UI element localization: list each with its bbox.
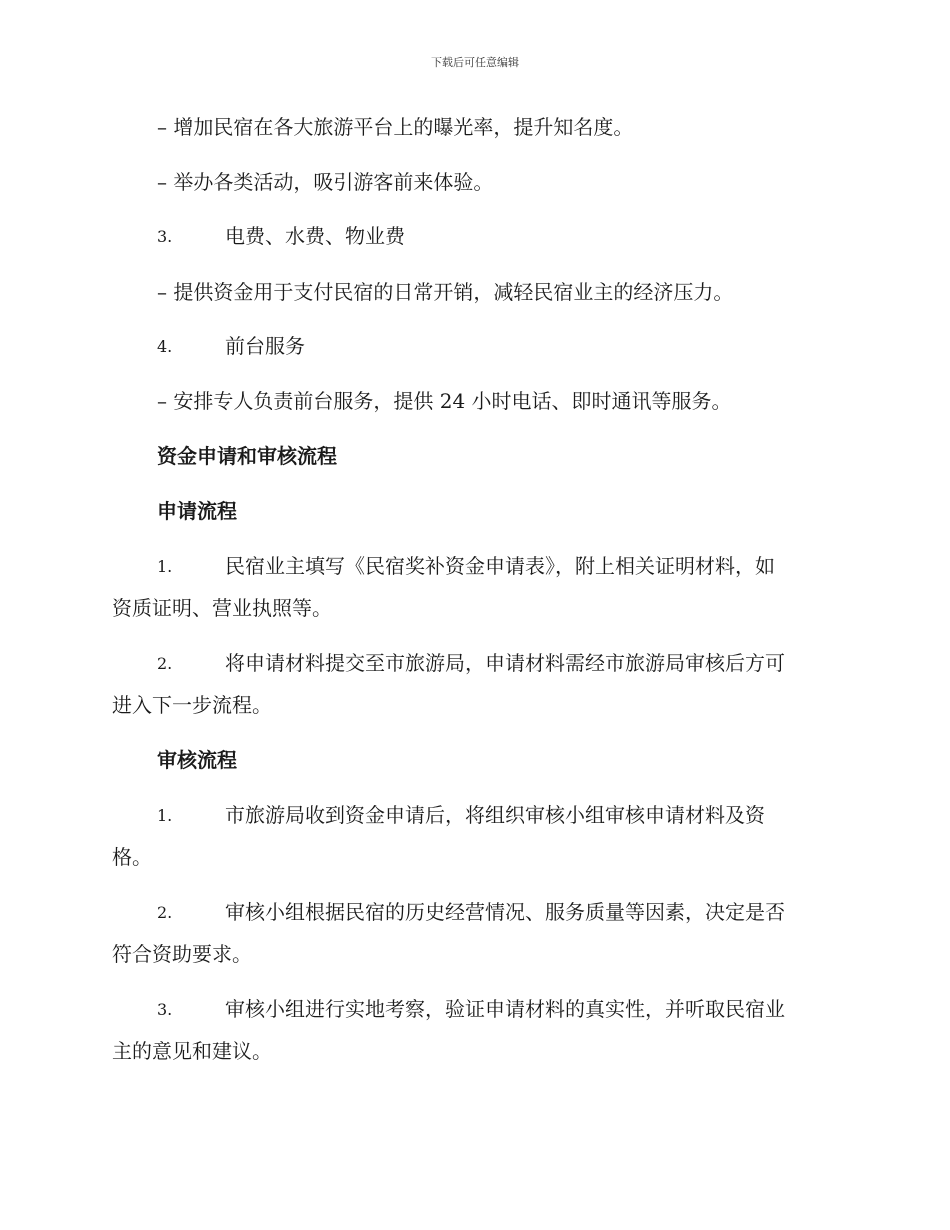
review-step-3-line2: 主的意见和建议。 [112,1039,272,1063]
subheading-apply-process: 申请流程 [157,499,237,523]
item-4-number: 4. [157,337,173,356]
bullet-exposure: – 增加民宿在各大旅游平台上的曝光率，提升知名度。 [157,115,634,139]
review-step-1-number: 1. [157,806,173,825]
subheading-review-process: 审核流程 [157,748,237,772]
section-heading-funding-process: 资金申请和审核流程 [157,444,337,468]
apply-step-1-line2: 资质证明、营业执照等。 [112,596,332,620]
item-3-number: 3. [157,227,173,246]
item-4-title: 前台服务 [225,334,305,358]
apply-step-2-line2: 进入下一步流程。 [112,693,272,717]
apply-step-1-line1: 民宿业主填写《民宿奖补资金申请表》，附上相关证明材料，如 [225,554,775,578]
review-step-1-line1: 市旅游局收到资金申请后，将组织审核小组审核申请材料及资 [225,803,765,827]
review-step-2-number: 2. [157,903,173,922]
review-step-2-line1: 审核小组根据民宿的历史经营情况、服务质量等因素，决定是否 [225,900,785,924]
review-step-3-line1: 审核小组进行实地考察，验证申请材料的真实性，并听取民宿业 [225,997,785,1021]
bullet-activities: – 举办各类活动，吸引游客前来体验。 [157,170,494,194]
bullet-front-desk: – 安排专人负责前台服务，提供 24 小时电话、即时通讯等服务。 [157,389,732,413]
apply-step-1-number: 1. [157,557,173,576]
apply-step-2-line1: 将申请材料提交至市旅游局，申请材料需经市旅游局审核后方可 [225,651,785,675]
page-header-note: 下载后可任意编辑 [431,56,519,69]
apply-step-2-number: 2. [157,654,173,673]
review-step-1-line2: 格。 [112,845,152,869]
item-3-title: 电费、水费、物业费 [225,224,405,248]
review-step-2-line2: 符合资助要求。 [112,942,252,966]
review-step-3-number: 3. [157,1000,173,1019]
bullet-utility-funding: – 提供资金用于支付民宿的日常开销，减轻民宿业主的经济压力。 [157,280,734,304]
